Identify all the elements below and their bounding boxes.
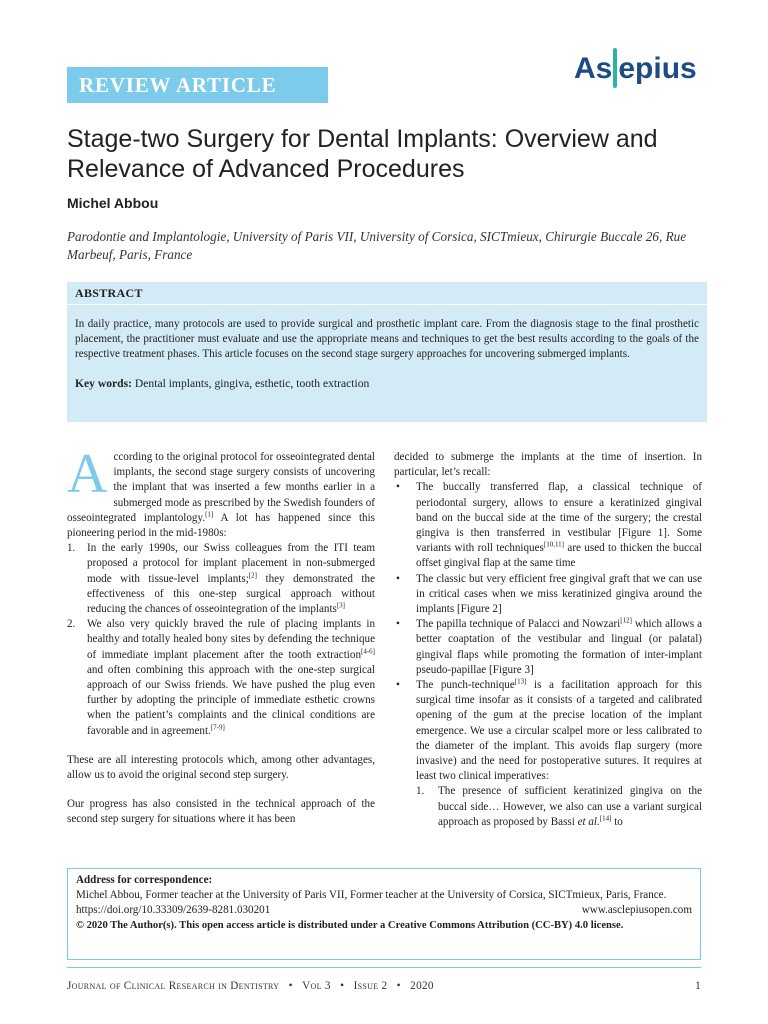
banner-label: REVIEW ARTICLE: [79, 73, 277, 97]
list-text: The punch-technique: [416, 679, 515, 692]
list-item: [394, 617, 702, 678]
body-paragraph: These are all interesting protocols which, among other advantages, allow us to avoid the original second step surgery.: [67, 753, 375, 782]
bullet-icon: •: [396, 572, 400, 585]
list-text: The presence of sufficient keratinized gingiva on the buccal side… However, we also can use a variant surgical approach as proposed by Bassi: [438, 785, 702, 828]
website-link[interactable]: www.asclepiusopen.com: [581, 904, 692, 916]
staff-icon: [613, 48, 617, 88]
logo-text-pre: As: [574, 52, 613, 85]
footer-divider: [67, 967, 701, 968]
body-paragraph: decided to submerge the implants at the time of insertion. In particular, let’s recall:: [394, 451, 702, 479]
correspondence-address: Michel Abbou, Former teacher at the University of Paris VII, Former teacher at the University of Corsica, SICTmieux, Paris, France.: [76, 889, 667, 901]
bullet-icon: •: [396, 679, 400, 692]
list-text: The buccally transferred flap, a classical technique of periodontal surgery, allows to ensure a keratinized gingival band on the buccal side at the time of the surgery; the crestal gingiva is then transferred in vestibular [Figure 1]. Some variants with roll techniques: [416, 481, 702, 555]
issue: Issue 2: [353, 980, 388, 992]
list-item: [394, 784, 702, 830]
list-item: [67, 617, 375, 739]
list-text: they demonstrated the effectiveness of this one-step surgical approach without reducing the chances of osseointegration of the implants: [87, 572, 375, 616]
article-type-banner: [67, 67, 328, 103]
correspondence-links: [76, 903, 692, 918]
page-number: 1: [695, 980, 701, 992]
list-number: 1.: [416, 785, 425, 798]
separator: •: [340, 980, 345, 992]
bullet-list: [394, 480, 702, 784]
correspondence-heading: Address for correspondence:: [76, 874, 213, 886]
citation: [7-9]: [210, 722, 225, 731]
et-al: et al.: [577, 815, 600, 828]
list-text: are used to thicken the buccal offset gingival flap at the same time: [416, 542, 702, 570]
citation: [1]: [205, 510, 214, 519]
keywords-label: Key words:: [75, 377, 132, 390]
list-item: [394, 480, 702, 571]
list-text: to: [611, 815, 623, 828]
separator: •: [396, 980, 401, 992]
article-title: Stage-two Surgery for Dental Implants: Overview and Relevance of Advanced Procedures: [67, 125, 658, 183]
intro-text-a: ccording to the original protocol for osseointegrated dental implants, the second stage surgery consists of uncovering the implant that was inserted a few months earlier in a submerged mode as prescribed by the Swedish founders of osseointegrated implantology.: [67, 451, 375, 524]
logo-text-post: epius: [618, 52, 697, 85]
footer-citation: [67, 980, 434, 992]
citation: [14]: [599, 814, 612, 823]
list-item: [394, 678, 702, 784]
citation: [4-6]: [361, 646, 375, 655]
list-number: 1.: [67, 542, 76, 555]
numbered-list: [67, 541, 375, 739]
body-paragraph: Our progress has also consisted in the technical approach of the second step surgery for situations where it has been: [67, 798, 375, 826]
list-text: The classic but very efficient free gingival graft that we can use in critical cases when we miss keratinized gingiva around the implants [Figure 2]: [416, 572, 702, 616]
bullet-icon: •: [396, 618, 400, 631]
intro-text-b: A lot has happened since this pioneering period in the mid-1980s:: [67, 511, 375, 540]
intro-paragraph: [67, 443, 375, 541]
volume: Vol 3: [302, 980, 331, 992]
dropcap: A: [67, 443, 108, 505]
list-text: and often combining this approach with the one-step surgical approach of our Swiss friends. We have pushed the plug even further by adopting the principle of immediate esthetic crowns when the patient’s complaints and the clinical conditions are favorable and in agreement.: [87, 663, 375, 737]
separator: •: [288, 980, 293, 992]
year: 2020: [410, 980, 434, 992]
citation: [12]: [620, 616, 632, 625]
correspondence-box: [67, 868, 701, 960]
list-item: [67, 541, 375, 617]
list-text: which allows a better coaptation of the vestibular and lingual (or palatal) gingival flaps while promoting the formation of inter-implant pseudo-papillae [Figure 3]: [416, 618, 702, 676]
author-name: Michel Abbou: [67, 195, 159, 211]
keywords: [67, 362, 707, 391]
bullet-icon: •: [396, 481, 400, 494]
citation: [3]: [336, 601, 346, 610]
list-item: [394, 572, 702, 618]
list-text: is a facilitation approach for this surgical time insofar as it consists of a targeted and calibrated opening of the gum at the precise location of the implant emergence. We use a circular scalpel more or less calibrated to the diameter of the implant. This avoids flap surgery (more invasive) and the need for postoperative sutures. It requires at least two clinical imperatives:: [416, 679, 703, 783]
list-number: 2.: [67, 618, 76, 631]
abstract-box: [67, 282, 707, 422]
list-text: We also very quickly braved the rule of placing implants in healthy and totally healed bony sites by defending the technique of immediate implant placement after the tooth extraction: [87, 618, 375, 661]
sub-numbered-list: [394, 784, 702, 830]
doi-link[interactable]: https://doi.org/10.33309/2639-8281.030201: [76, 904, 271, 916]
author-affiliation: Parodontie and Implantologie, University of Paris VII, University of Corsica, SICTmieux, Chirurgie Buccale 26, Rue Marbeuf, Paris, France: [67, 229, 687, 262]
journal-name: Journal of Clinical Research in Dentistry: [67, 980, 280, 992]
list-text: In the early 1990s, our Swiss colleagues from the ITI team proposed a protocol for implant placement in non-submerged mode with tissue-level implants;: [87, 542, 375, 585]
asclepius-logo: [574, 42, 698, 96]
license-text: © 2020 The Author(s). This open access article is distributed under a Creative Commons Attribution (CC-BY) 4.0 license.: [76, 920, 624, 931]
body-column-right: [394, 450, 702, 830]
body-column-left: [67, 443, 375, 828]
list-text: The papilla technique of Palacci and Nowzari: [416, 618, 621, 631]
keywords-list: Dental implants, gingiva, esthetic, tooth extraction: [134, 377, 370, 390]
citation: [2]: [248, 570, 257, 579]
citation: [13]: [514, 677, 527, 686]
abstract-text: In daily practice, many protocols are used to provide surgical and prosthetic implant care. From the diagnosis stage to the final prosthetic placement, the practitioner must evaluate and use the appropriate means and techniques to get the best results according to the goals of the respective treatment phases. This article focuses on the second stage surgery approaches for uncovering submerged implants.: [75, 318, 699, 360]
abstract-heading: ABSTRACT: [67, 282, 707, 305]
citation: [10,11]: [543, 540, 565, 549]
page-footer: [67, 980, 701, 992]
